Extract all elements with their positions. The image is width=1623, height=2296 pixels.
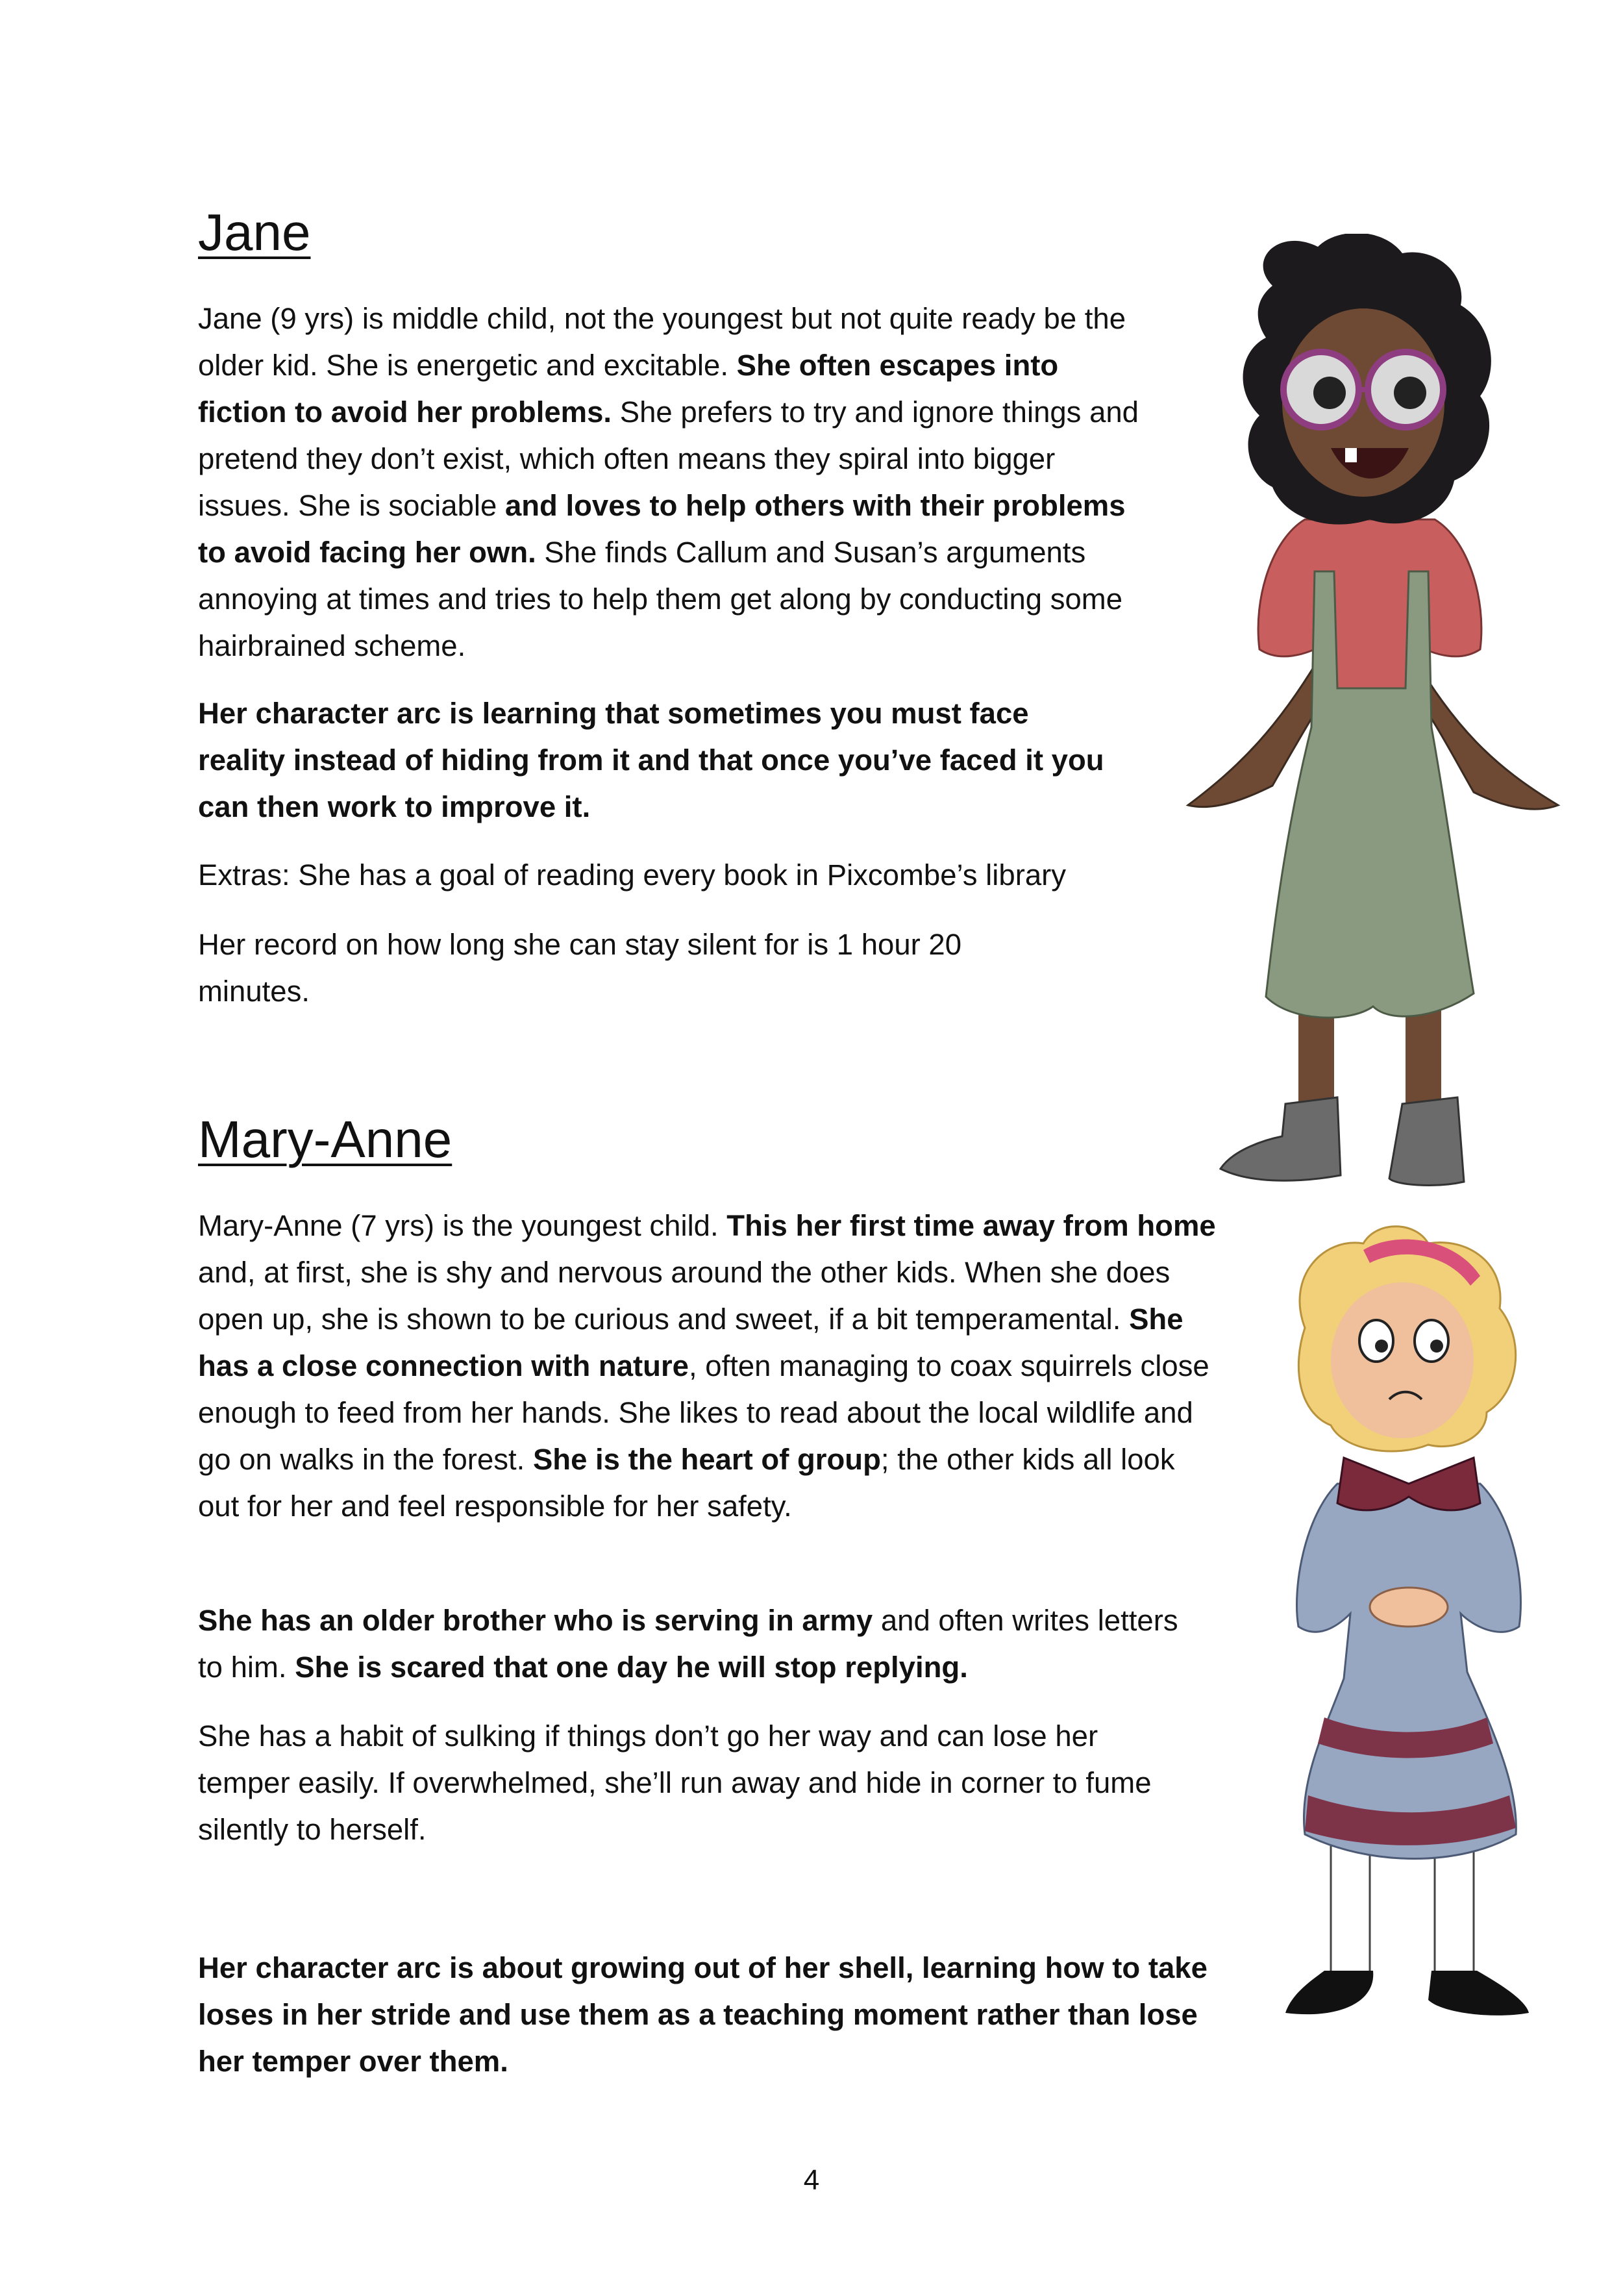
maryanne-illustration <box>1266 1224 1552 2029</box>
maryanne-character-arc <box>198 1945 1237 2085</box>
jane-desc-text-3: She finds Callum and Susan’s arguments annoying at times and tries to help them get along by conducting some hairbrained scheme. <box>198 536 1123 662</box>
maryanne-desc-bold-1: This her first time away from home <box>726 1209 1216 1242</box>
maryanne-desc-text-4: ; the other kids all look out for her and feel responsible for her safety. <box>198 1443 1175 1523</box>
maryanne-brother-bold-2: She is scared that one day he will stop replying. <box>295 1651 968 1684</box>
jane-heading: Jane <box>198 203 311 261</box>
maryanne-desc-text-1: Mary-Anne (7 yrs) is the youngest child. <box>198 1209 727 1242</box>
jane-illustration <box>1175 234 1565 1188</box>
maryanne-heading: Mary-Anne <box>198 1110 452 1168</box>
page-number: 4 <box>803 2164 820 2196</box>
maryanne-habit: She has a habit of sulking if things don’t go her way and can lose her temper easily. If overwhelmed, she’ll run away and hide in corner to fume silently to herself. <box>198 1719 1152 1846</box>
jane-desc-bold-1: She often escapes into fiction to avoid her problems. <box>198 349 1059 429</box>
jane-desc-text-1: Jane (9 yrs) is middle child, not the youngest but not quite ready be the older kid. She is energetic and excitable. <box>198 302 1126 382</box>
maryanne-desc-bold-3: She is the heart of group <box>532 1443 881 1476</box>
jane-description <box>198 295 1146 669</box>
jane-record: Her record on how long she can stay silent for is 1 hour 20 minutes. <box>198 928 962 1008</box>
jane-extras: Extras: She has a goal of reading every book in Pixcombe’s library <box>198 858 1067 892</box>
jane-character-arc <box>198 690 1120 830</box>
maryanne-brother-text: and often writes letters to him. <box>198 1604 1178 1684</box>
maryanne-desc-text-3: , often managing to coax squirrels close enough to feed from her hands. She likes to read about the local wildlife and go on walks in the forest. <box>198 1349 1209 1476</box>
jane-desc-bold-2: and loves to help others with their problems to avoid facing her own. <box>198 489 1126 569</box>
jane-desc-text-2: She prefers to try and ignore things and pretend they don’t exist, which often means they spiral into bigger issues. She is sociable <box>198 395 1139 522</box>
maryanne-brother-bold-1: She has an older brother who is serving in army <box>198 1604 873 1637</box>
maryanne-description <box>198 1203 1224 1530</box>
jane-arc-text: Her character arc is learning that sometimes you must face reality instead of hiding from it and that once you’ve faced it you can then work to improve it. <box>198 697 1104 823</box>
maryanne-desc-bold-2: She has a close connection with nature <box>198 1303 1183 1382</box>
maryanne-desc-text-2: and, at first, she is shy and nervous around the other kids. When she does open up, she is shown to be curious and sweet, if a bit temperamental. <box>198 1256 1171 1336</box>
maryanne-brother <box>198 1597 1185 1691</box>
maryanne-arc-text: Her character arc is about growing out of her shell, learning how to take loses in her stride and use them as a teaching moment rather than lose her temper over them. <box>198 1951 1208 2078</box>
